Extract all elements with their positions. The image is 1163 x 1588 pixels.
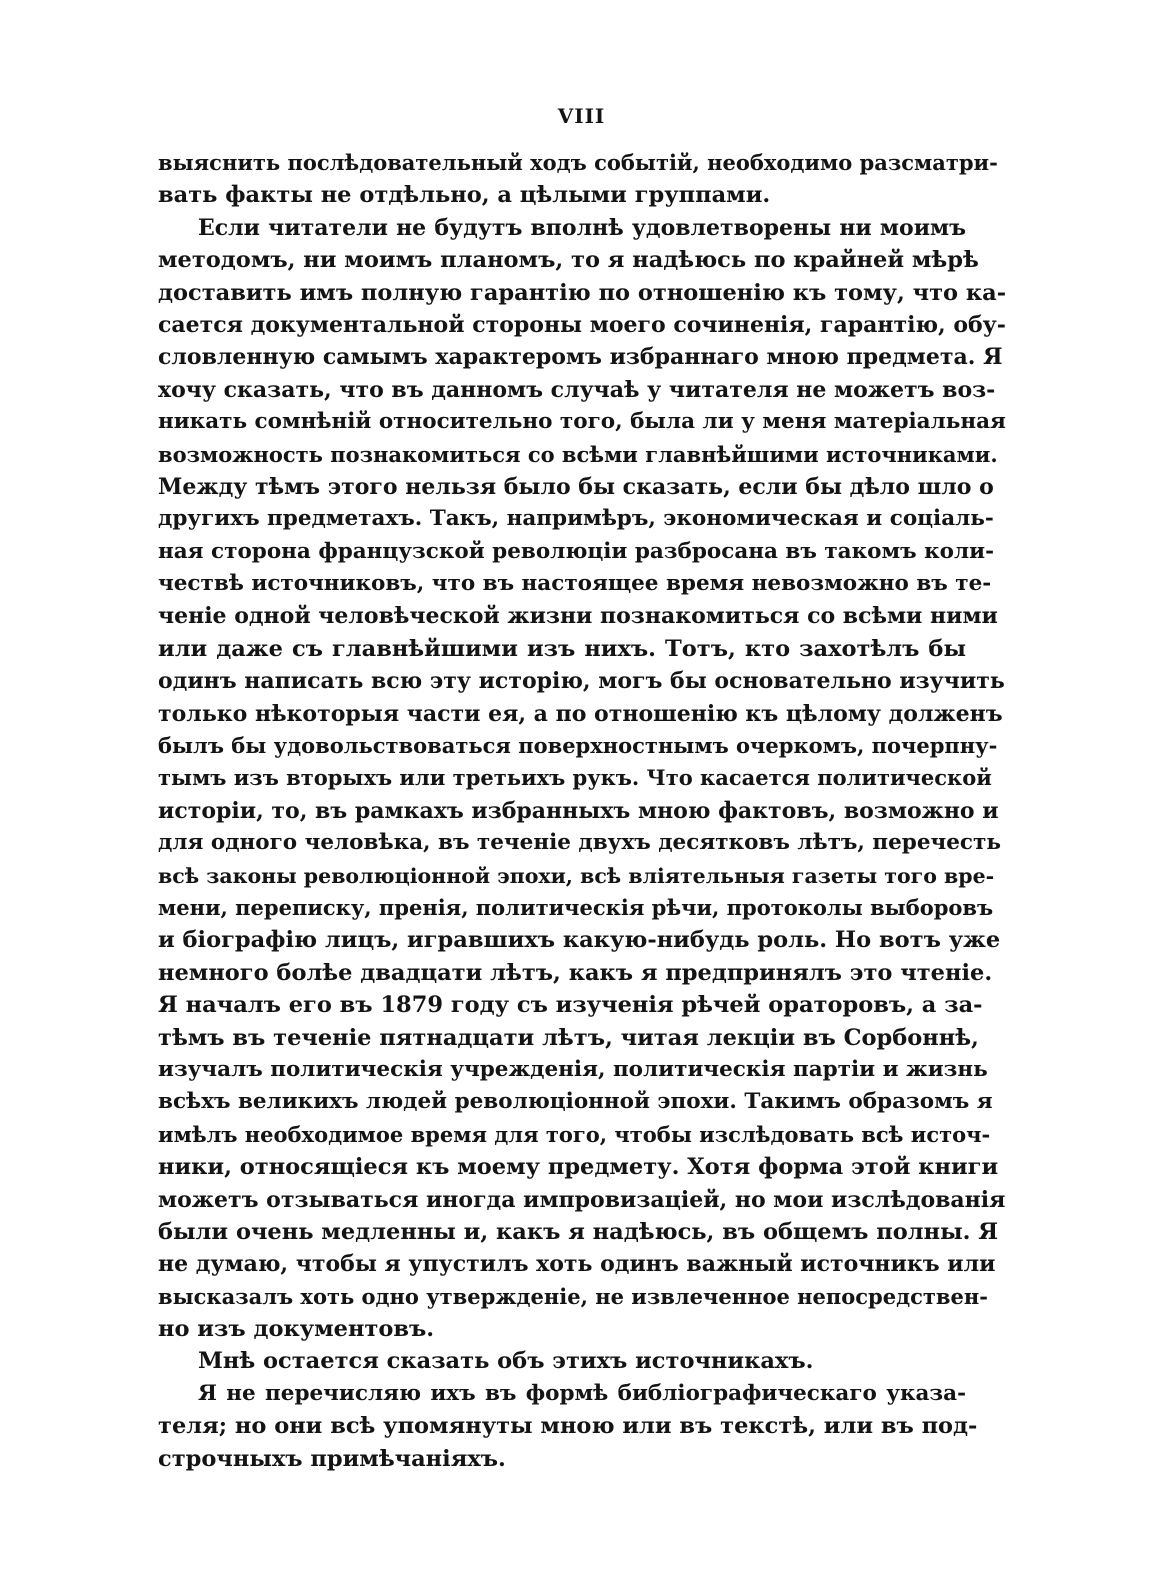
text-line: можетъ отзываться иногда импровизаціей, но мои изслѣдованія [158, 1186, 1006, 1213]
text-line: другихъ предметахъ. Такъ, напримѣръ, экономическая и соціаль- [158, 506, 994, 532]
text-line: высказалъ хоть одно утвержденіе, не извлеченное непосредствен- [158, 1283, 988, 1309]
text-line: возможность познакомиться со всѣми главнѣйшими источниками. [158, 441, 998, 467]
text-line: всѣ законы революціонной эпохи, всѣ вліятельныя газеты того вре- [158, 863, 995, 888]
text-line: не думаю, чтобы я упустилъ хоть одинъ важный источникъ или [158, 1251, 996, 1278]
text-line: хочу сказать, что въ данномъ случаѣ у читателя не можетъ воз- [158, 376, 996, 403]
text-line: вать факты не отдѣльно, а цѣлыми группами. [158, 182, 771, 209]
text-line: ная сторона французской революціи разбросана въ такомъ коли- [158, 538, 995, 564]
text-line: мени, переписку, пренія, политическія рѣчи, протоколы выборовъ [158, 894, 994, 920]
text-line: Мнѣ остается сказать объ этихъ источникахъ. [198, 1348, 814, 1375]
text-line: изучалъ политическія учрежденія, политическія партіи и жизнь [158, 1056, 988, 1082]
text-line: доставить имъ полную гарантію по отношенію къ тому, что ка- [158, 279, 1007, 306]
text-line: словленную самымъ характеромъ избраннаго мною предмета. Я [158, 344, 1003, 371]
text-line: теля; но они всѣ упомянуты мною или въ текстѣ, или въ под- [158, 1413, 978, 1440]
text-line: немного болѣе двадцати лѣтъ, какъ я предпринялъ это чтеніе. [158, 959, 993, 986]
text-line: Я не перечисляю ихъ въ формѣ библіографическаго указа- [198, 1380, 966, 1406]
text-line: или даже съ главнѣйшими изъ нихъ. Тотъ, кто захотѣлъ бы [158, 635, 966, 662]
text-line: сается документальной стороны моего сочиненія, гарантію, обу- [158, 311, 1006, 338]
text-line: строчныхъ примѣчаніяхъ. [158, 1445, 506, 1472]
text-line: только нѣкоторыя части ея, а по отношенію къ цѣлому долженъ [158, 700, 1003, 727]
text-line: выяснить послѣдовательный ходъ событій, необходимо разсматри- [158, 150, 998, 175]
page-number: VIII [557, 104, 606, 128]
text-line: исторіи, то, въ рамкахъ избранныхъ мною фактовъ, возможно и [158, 797, 999, 824]
text-line: ченіе одной человѣческой жизни познакомиться со всѣми ними [158, 603, 998, 630]
text-line: ники, относящіеся къ моему предмету. Хотя форма этой книги [158, 1154, 999, 1181]
text-line: Если читатели не будутъ вполнѣ удовлетворены ни моимъ [198, 214, 966, 241]
text-line: для одного человѣка, въ теченіе двухъ десятковъ лѣтъ, перечесть [158, 830, 1001, 856]
text-line: имѣлъ необходимое время для того, чтобы изслѣдовать всѣ источ- [158, 1121, 991, 1147]
text-line: чествѣ источниковъ, что въ настоящее время невозможно въ те- [158, 571, 992, 597]
text-line: всѣхъ великихъ людей революціонной эпохи. Такимъ образомъ я [158, 1089, 993, 1115]
text-line: былъ бы удовольствоваться поверхностнымъ очеркомъ, почерпну- [158, 733, 998, 759]
text-line: были очень медленны и, какъ я надѣюсь, въ общемъ полны. Я [158, 1218, 999, 1245]
body-text [158, 147, 1007, 1475]
text-line: методомъ, ни моимъ планомъ, то я надѣюсь по крайней мѣрѣ [158, 247, 979, 274]
text-line: Я началъ его въ 1879 году съ изученія рѣчей ораторовъ, а за- [158, 992, 983, 1019]
text-line: и біографію лицъ, игравшихъ какую-нибудь роль. Но вотъ уже [158, 927, 1001, 954]
text-line: Между тѣмъ этого нельзя было бы сказать, если бы дѣло шло о [158, 473, 994, 500]
text-line: но изъ документовъ. [158, 1316, 435, 1343]
text-line: тымъ изъ вторыхъ или третьихъ рукъ. Что касается политической [158, 765, 992, 791]
text-line: тѣмъ въ теченіе пятнадцати лѣтъ, читая лекціи въ Сорбоннѣ, [158, 1024, 979, 1051]
text-line: никать сомнѣній относительно того, была ли у меня матеріальная [158, 409, 1006, 435]
text-line: одинъ написать всю эту исторію, могъ бы основательно изучить [158, 668, 1005, 695]
